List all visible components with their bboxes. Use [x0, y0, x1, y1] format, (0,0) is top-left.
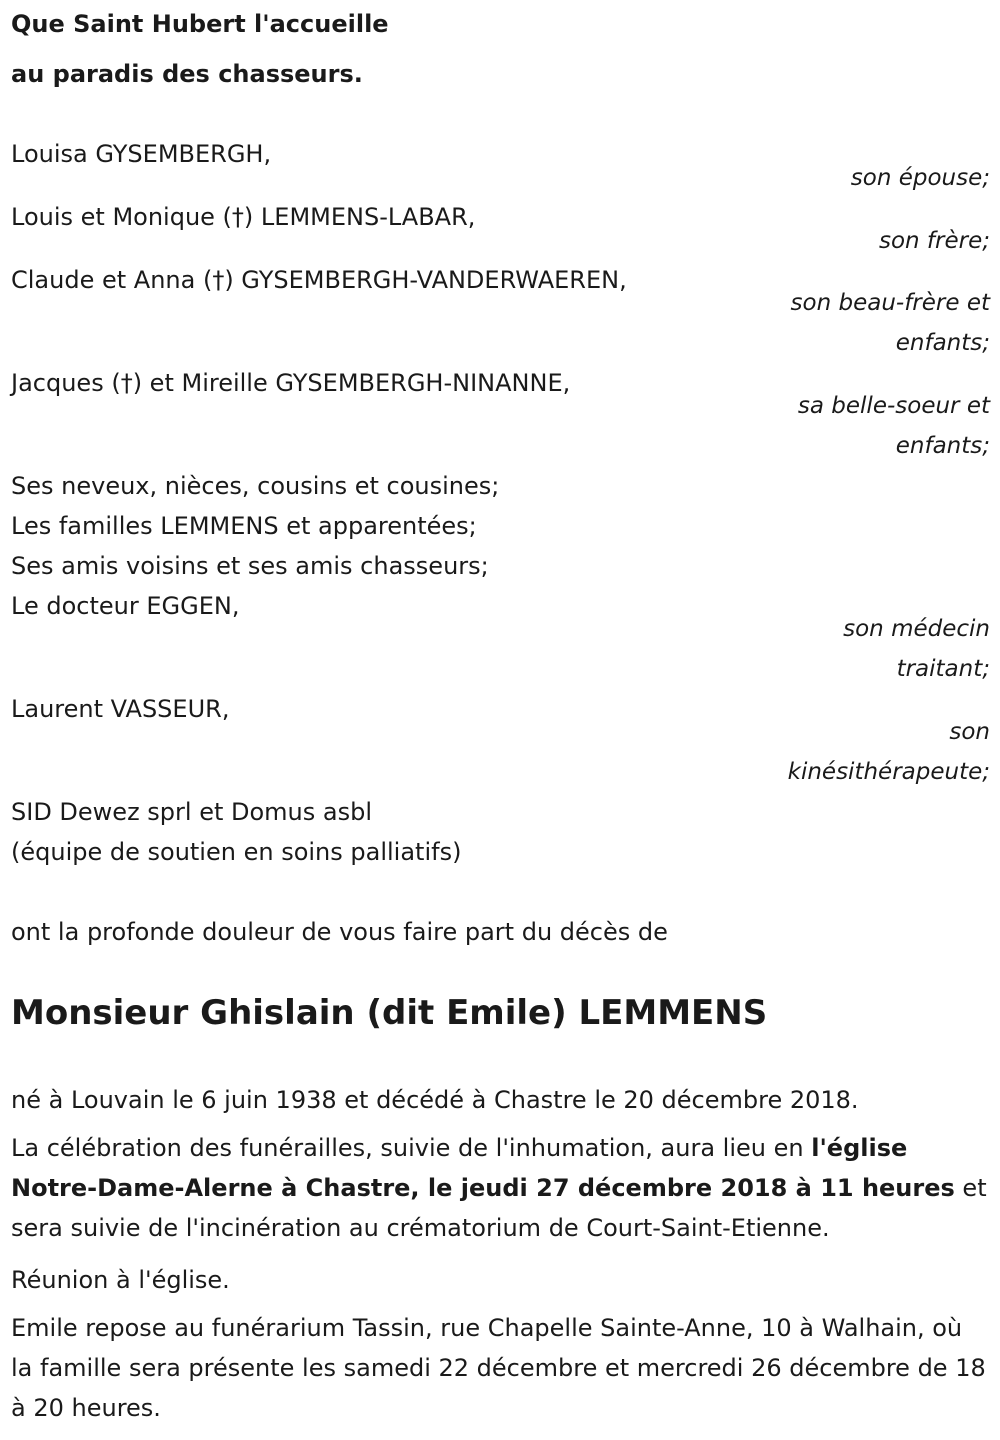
- care-team-line: (équipe de soutien en soins palliatifs): [11, 838, 462, 866]
- mourner-relation: enfants;: [895, 433, 990, 459]
- doctor-name: Le docteur EGGEN,: [11, 592, 240, 620]
- physio-name: Laurent VASSEUR,: [11, 695, 230, 723]
- physio-relation: son: [949, 719, 990, 745]
- funeral-outro: et sera suivie de l'incinération au crématorium de Court-Saint-Etienne.: [11, 1174, 987, 1242]
- birth-death-line: né à Louvain le 6 juin 1938 et décédé à Chastre le 20 décembre 2018.: [11, 1086, 859, 1114]
- announcement: ont la profonde douleur de vous faire part du décès de: [11, 918, 668, 946]
- funeral-intro: La célébration des funérailles, suivie de l'inhumation, aura lieu en: [11, 1134, 812, 1162]
- mourner-relation: son frère;: [878, 228, 990, 254]
- funeral-paragraph: [11, 1128, 991, 1248]
- family-line: Les familles LEMMENS et apparentées;: [11, 512, 477, 540]
- family-line: Ses amis voisins et ses amis chasseurs;: [11, 552, 489, 580]
- epigraph-line-2: au paradis des chasseurs.: [11, 60, 363, 88]
- funeral-place: l'église Notre-Dame-Alerne à Chastre, le jeudi 27 décembre 2018 à 11 heures: [11, 1134, 955, 1202]
- mourner-name: Claude et Anna (†) GYSEMBERGH-VANDERWAEREN,: [11, 266, 627, 294]
- mourner-name: Louis et Monique (†) LEMMENS-LABAR,: [11, 203, 476, 231]
- mourner-name: Louisa GYSEMBERGH,: [11, 140, 272, 168]
- doctor-relation: son médecin: [843, 616, 990, 642]
- care-team-line: SID Dewez sprl et Domus asbl: [11, 798, 372, 826]
- family-line: Ses neveux, nièces, cousins et cousines;: [11, 472, 500, 500]
- mourner-name: Jacques (†) et Mireille GYSEMBERGH-NINANNE,: [11, 369, 571, 397]
- epigraph-line-1: Que Saint Hubert l'accueille: [11, 10, 389, 38]
- doctor-relation: traitant;: [896, 656, 990, 682]
- rest-paragraph: Emile repose au funérarium Tassin, rue Chapelle Sainte-Anne, 10 à Walhain, où la famille sera présente les samedi 22 décembre et mercredi 26 décembre de 18 à 20 heures.: [11, 1314, 986, 1422]
- deceased-name: Monsieur Ghislain (dit Emile) LEMMENS: [11, 993, 768, 1033]
- mourner-relation: enfants;: [895, 330, 990, 356]
- mourner-relation: sa belle-soeur et: [797, 393, 990, 419]
- physio-relation: kinésithérapeute;: [787, 759, 990, 785]
- mourner-relation: son beau-frère et: [790, 290, 990, 316]
- mourner-relation: son épouse;: [850, 165, 990, 191]
- reunion-line: Réunion à l'église.: [11, 1266, 230, 1294]
